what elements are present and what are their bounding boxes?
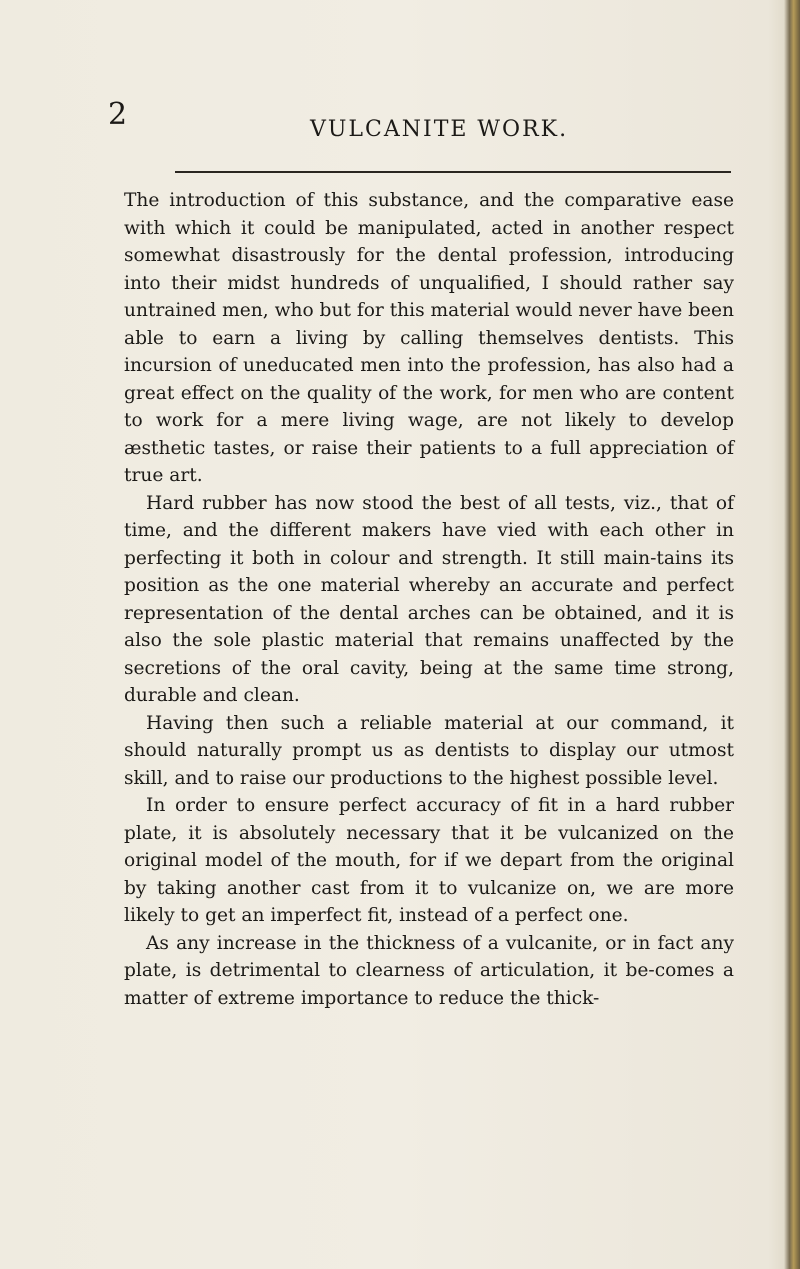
- running-head: VULCANITE WORK.: [310, 117, 569, 142]
- paragraph-5: As any increase in the thickness of a vulcanite, or in fact any plate, is detrimental to clearness of articulation, it be-comes a matter of extreme importance to reduce the thick-: [124, 932, 734, 1009]
- page-number: 2: [108, 97, 128, 132]
- body-text: [124, 187, 734, 1012]
- paragraph-4: In order to ensure perfect accuracy of fit in a hard rubber plate, it is absolutely necessary that it be vulcanized on the original model of the mouth, for if we depart from the original by taking another cast from it to vulcanize on, we are more likely to get an imperfect fit, instead of a perfect one.: [124, 795, 734, 926]
- paragraph-1: The introduction of this substance, and the comparative ease with which it could be manipulated, acted in another respect somewhat disastrously for the dental profession, introducing into their midst hundreds of unqualified, I should rather say untrained men, who but for this material would never have been able to earn a living by calling themselves dentists. This incursion of uneducated men into the profession, has also had a great effect on the quality of the work, for men who are content to work for a mere living wage, are not likely to develop æsthetic tastes, or raise their patients to a full appreciation of true art.: [124, 190, 735, 486]
- paragraph-2: Hard rubber has now stood the best of all tests, viz., that of time, and the different makers have vied with each other in perfecting it both in colour and strength. It still main-tains its position as the one material whereby an accurate and perfect representation of the dental arches can be obtained, and it is also the sole plastic material that remains unaffected by the secretions of the oral cavity, being at the same time strong, durable and clean.: [124, 492, 734, 706]
- page-edge-binding: [784, 0, 800, 1269]
- paragraph-3: Having then such a reliable material at our command, it should naturally prompt us as dentists to display our utmost skill, and to raise our productions to the highest possible level.: [124, 712, 734, 789]
- header-rule: [175, 171, 731, 173]
